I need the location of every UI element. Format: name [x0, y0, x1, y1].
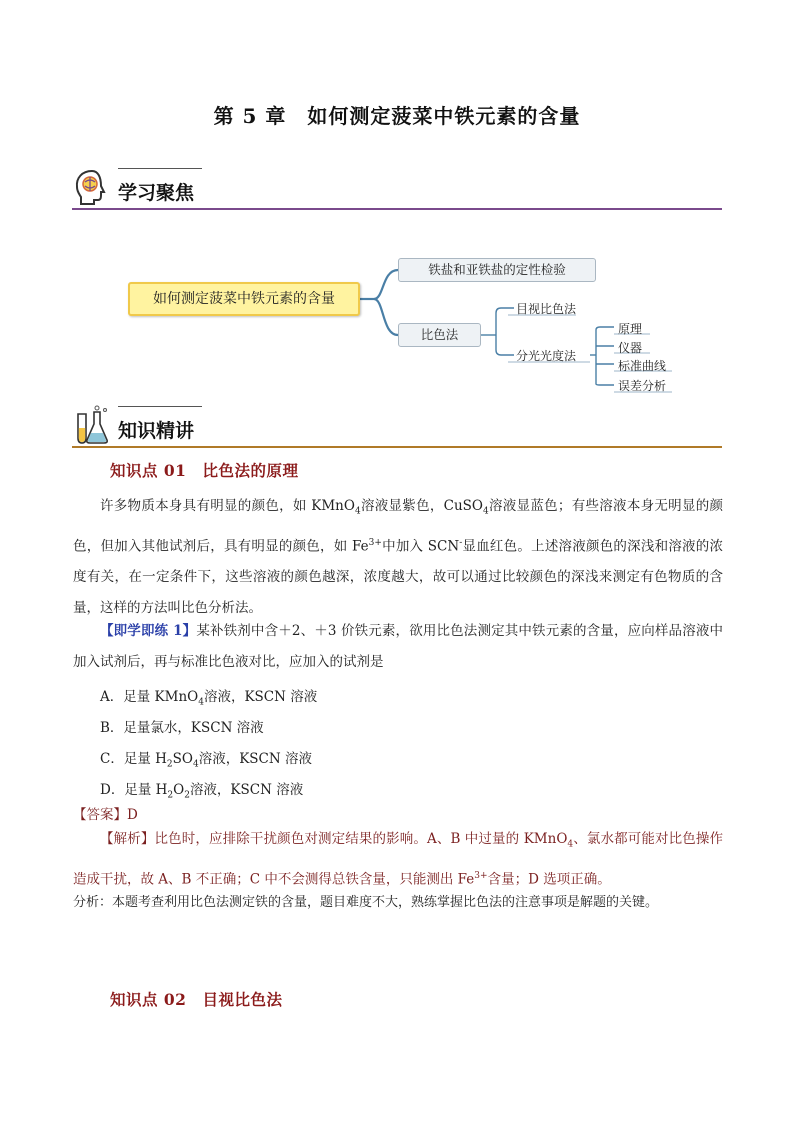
- section-title: 学习聚焦: [118, 182, 195, 204]
- mindmap-leaf: 原理: [618, 322, 643, 336]
- kp1-number: 知识点 01: [110, 461, 187, 480]
- mindmap-leaf: 仪器: [618, 341, 643, 355]
- mindmap-connectors: [0, 0, 794, 420]
- answer-value: D: [127, 807, 138, 823]
- kp2-number: 知识点 02: [110, 990, 187, 1009]
- section-header-knowledge: [72, 404, 722, 448]
- intro-paragraph: 许多物质本身具有明显的颜色，如 KMnO$_4$溶液显紫色，CuSO$_4$溶液显蓝色；有些溶液本身无明显的颜色，但加入其他试剂后，具有明显的颜色，如 $Fe^{3+}$中加入 SCN-显血红色。上述溶液颜色的深浅和溶液的浓度有关，在一定条件下，这些溶液的颜色越深，浓度越大，故可以通过比较颜色的深浅来测定有色物质的含量，这样的方法叫比色分析法。: [73, 498, 724, 617]
- option-d: D．足量 $H_2O_2$溶液，KSCN 溶液: [100, 782, 304, 801]
- mindmap-sub-visual: 目视比色法: [516, 302, 577, 316]
- answer-label: 【答案】: [73, 807, 127, 823]
- kp2-title: 目视比色法: [202, 990, 283, 1009]
- analysis-note: 分析：本题考查利用比色法测定铁的含量，题目难度不大，熟练掌握比色法的注意事项是解题的关键。: [73, 895, 659, 910]
- option-b: B．足量氯水，KSCN 溶液: [100, 720, 264, 736]
- option-a: A．足量 KMnO$_4$溶液，KSCN 溶液: [100, 689, 318, 708]
- mindmap-leaf: 误差分析: [618, 379, 667, 393]
- mindmap-sub-spectro: 分光光度法: [516, 349, 577, 363]
- page-title: 第 5 章 如何测定菠菜中铁元素的含量: [213, 104, 581, 128]
- mindmap-branch-qualitative: 铁盐和亚铁盐的定性检验: [398, 258, 596, 282]
- lab-flask-icon: [72, 404, 112, 446]
- mindmap-branch-colorimetry: 比色法: [398, 323, 481, 347]
- section-title: 知识精讲: [118, 420, 195, 442]
- mindmap-leaf: 标准曲线: [618, 359, 667, 373]
- practice-question: 【即学即练 1】某补铁剂中含＋2、＋3 价铁元素，欲用比色法测定其中铁元素的含量，应向样品溶液中加入试剂后，再与标准比色液对比，应加入的试剂是: [73, 623, 724, 670]
- practice-label: 【即学即练 1】: [100, 623, 197, 639]
- answer: [73, 803, 138, 823]
- analysis-label: 【解析】: [100, 831, 155, 847]
- kp1-heading: [110, 459, 298, 481]
- kp1-title: 比色法的原理: [202, 461, 299, 480]
- option-c: C．足量 $H_2SO_4$溶液，KSCN 溶液: [100, 751, 312, 770]
- mindmap-root: 如何测定菠菜中铁元素的含量: [128, 282, 360, 316]
- kp2-heading: [110, 988, 282, 1010]
- analysis: 【解析】比色时，应排除干扰颜色对测定结果的影响。A、B 中过量的 KMnO$_4$、氯水都可能对比色操作造成干扰，故 A、B 不正确；C 中不会测得总铁含量，只能测出 $Fe^{3+}$含量；D 选项正确。: [73, 831, 724, 888]
